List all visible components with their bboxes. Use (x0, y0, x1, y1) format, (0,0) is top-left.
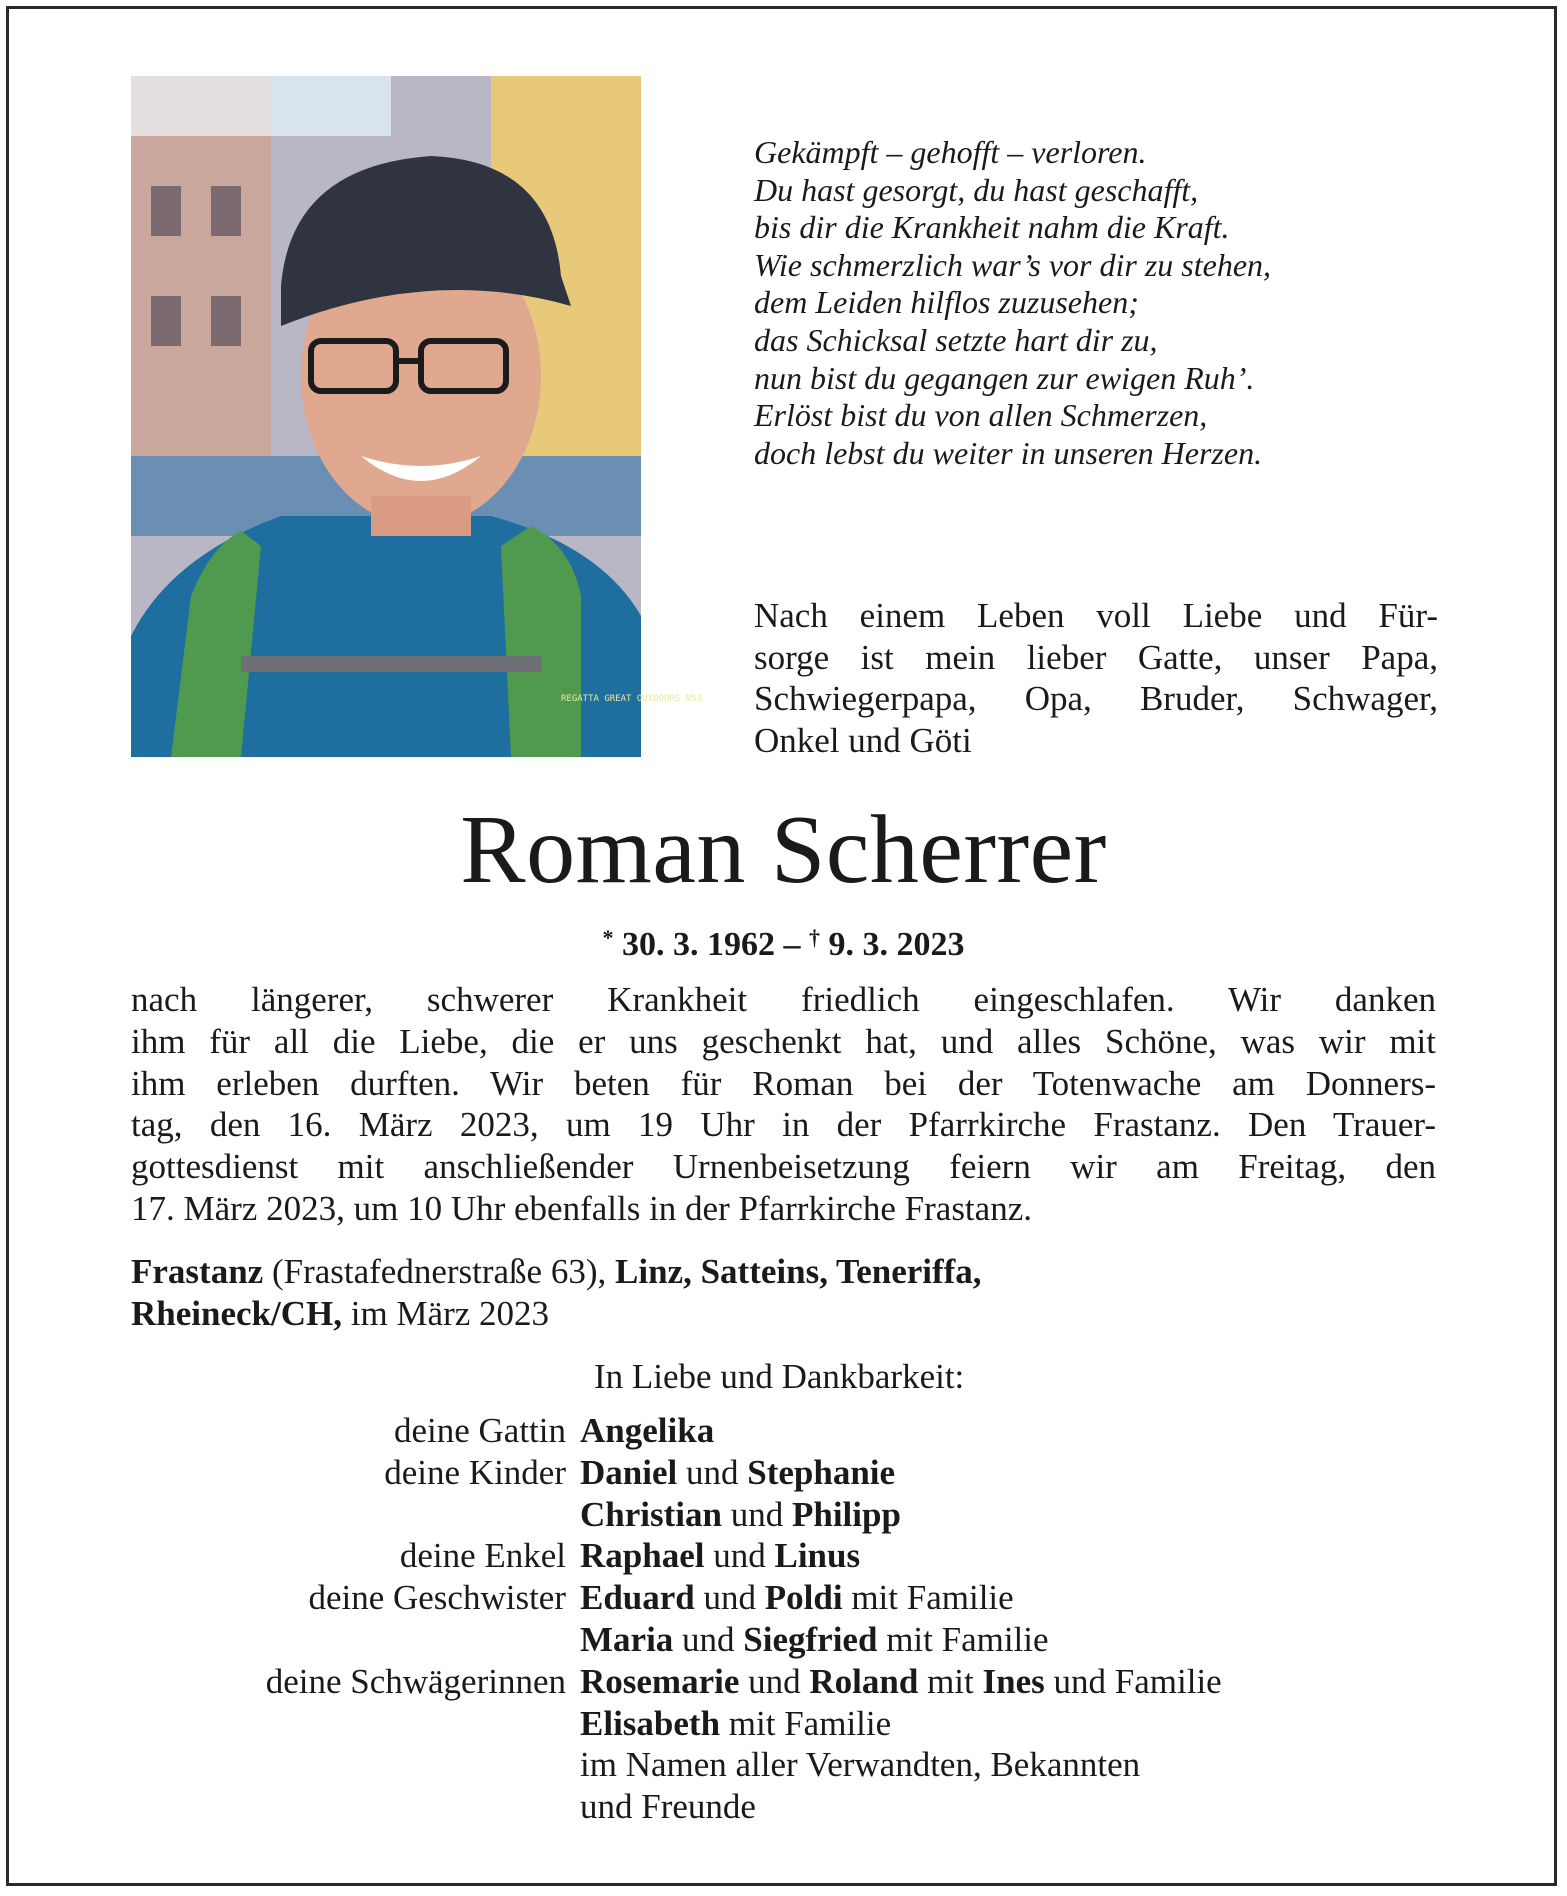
text: und (739, 1661, 810, 1701)
bold-name: Linz, Satteins, Teneriffa, (615, 1252, 982, 1291)
mourner-names (580, 1744, 1140, 1786)
life-dates (0, 917, 1567, 966)
birth-symbol: * (602, 925, 614, 950)
body-text (131, 979, 1436, 1230)
relation-label: deine Geschwister (308, 1578, 566, 1618)
death-symbol: † (809, 925, 820, 950)
mourner-row (0, 1619, 1222, 1661)
poem-line: Gekämpft – gehofft – verloren. (754, 134, 1147, 170)
mourner-row (0, 1786, 1222, 1828)
mourner-row (0, 1535, 1222, 1577)
poem-line: bis dir die Krankheit nahm die Kraft. (754, 209, 1230, 246)
text: und Freunde (580, 1787, 756, 1827)
relation-label: deine Kinder (384, 1452, 566, 1492)
mourner-row (0, 1661, 1222, 1703)
poem-line: nun bist du gegangen zur ewigen Ruh’. (754, 359, 1255, 396)
portrait-photo (131, 76, 702, 757)
mourner-names (580, 1786, 756, 1828)
intro-line: sorge ist mein lieber Gatte, unser Papa, (754, 637, 1438, 677)
text: und (694, 1578, 765, 1618)
text: und (704, 1536, 775, 1576)
location-date (131, 1251, 982, 1335)
location-line (131, 1293, 982, 1335)
bold-name: Linus (774, 1536, 861, 1576)
mourner-row (0, 1410, 1222, 1452)
mourner-row (0, 1452, 1222, 1494)
relation-label: deine Enkel (399, 1536, 566, 1576)
bold-name: Siegfried (743, 1619, 878, 1659)
bold-name: Roland (809, 1661, 919, 1701)
bold-name: Ines (982, 1661, 1045, 1701)
location-line (131, 1251, 982, 1293)
mourner-names (580, 1661, 1222, 1703)
bold-name: Rheineck/CH, (131, 1294, 342, 1333)
poem-line: Du hast gesorgt, du hast geschafft, (754, 171, 1199, 208)
bold-name: Rosemarie (580, 1661, 740, 1701)
bold-name: Maria (580, 1619, 674, 1659)
text: (Frastafednerstraße 63), (263, 1252, 615, 1291)
mourner-row (0, 1494, 1222, 1536)
poem-line: das Schicksal setzte hart dir zu, (754, 321, 1158, 358)
relation-label (0, 1619, 580, 1661)
body-line: gottesdienst mit anschließender Urnenbeisetzung feiern wir am Freitag, den (131, 1147, 1436, 1187)
bold-name: Christian (580, 1494, 722, 1534)
bold-name: Stephanie (747, 1452, 896, 1492)
text: mit Familie (877, 1619, 1049, 1659)
text: und (673, 1619, 744, 1659)
body-line: ihm erleben durften. Wir beten für Roman bei der Totenwache am Donners- (131, 1063, 1436, 1103)
mourner-names (580, 1535, 860, 1577)
text: im Namen aller Verwandten, Bekannten (580, 1745, 1141, 1785)
text: mit (918, 1661, 983, 1701)
birth-date: 30. 3. 1962 – (622, 926, 801, 963)
poem-line: doch lebst du weiter in unseren Herzen. (754, 434, 1263, 471)
bold-name: Eduard (580, 1578, 695, 1618)
mourner-row (0, 1744, 1222, 1786)
intro-text (754, 595, 1438, 761)
bold-name: Poldi (764, 1578, 843, 1618)
svg-text:REGATTA GREAT OUTDOORS N53: REGATTA GREAT OUTDOORS N53 (561, 694, 702, 704)
relation-label: deine Gattin (393, 1411, 566, 1450)
text: und Familie (1044, 1661, 1222, 1701)
poem-line: dem Leiden hilflos zuzusehen; (754, 284, 1139, 321)
relation-label (0, 1786, 580, 1828)
bold-name: Raphael (580, 1536, 705, 1576)
mourner-names (580, 1494, 901, 1536)
intro-line: Schwiegerpapa, Opa, Bruder, Schwager, (754, 679, 1438, 719)
relation-label: deine Schwägerinnen (265, 1661, 566, 1701)
text: mit Familie (842, 1578, 1014, 1618)
poem-line: Erlöst bist du von allen Schmerzen, (754, 397, 1208, 434)
thanks-heading: In Liebe und Dankbarkeit: (594, 1357, 965, 1396)
mourner-names (580, 1410, 714, 1452)
bold-name: Elisabeth (580, 1703, 721, 1743)
text: im März 2023 (341, 1294, 550, 1333)
deceased-name: Roman Scherrer (460, 796, 1107, 904)
mourner-names (580, 1619, 1049, 1661)
body-line: ihm für all die Liebe, die er uns geschenkt hat, und alles Schöne, was wir mit (131, 1021, 1436, 1061)
text: und (721, 1494, 792, 1534)
bold-name: Daniel (580, 1452, 678, 1492)
bold-name: Philipp (791, 1494, 901, 1534)
intro-line: Onkel und Göti (754, 720, 972, 760)
body-line: tag, den 16. März 2023, um 19 Uhr in der Pfarrkirche Frastanz. Den Trauer- (131, 1105, 1436, 1145)
bold-name: Frastanz (131, 1252, 264, 1291)
text: und (677, 1452, 748, 1492)
relation-label (0, 1744, 580, 1786)
death-date: 9. 3. 2023 (828, 926, 965, 963)
relation-label (0, 1703, 580, 1745)
mourner-names (580, 1577, 1014, 1619)
mourner-names (580, 1452, 895, 1494)
poem (754, 134, 1271, 472)
body-line: nach längerer, schwerer Krankheit friedlich eingeschlafen. Wir danken (131, 980, 1436, 1019)
mourner-row (0, 1577, 1222, 1619)
relation-label (0, 1494, 580, 1536)
poem-line: Wie schmerzlich war’s vor dir zu stehen, (754, 246, 1272, 283)
bold-name: Angelika (580, 1411, 715, 1450)
mourner-row (0, 1703, 1222, 1745)
text: mit Familie (720, 1703, 892, 1743)
mourners-list (0, 1410, 1222, 1828)
mourner-names (580, 1703, 891, 1745)
body-line: 17. März 2023, um 10 Uhr ebenfalls in der Pfarrkirche Frastanz. (131, 1188, 1032, 1228)
intro-line: Nach einem Leben voll Liebe und Für- (754, 596, 1438, 635)
